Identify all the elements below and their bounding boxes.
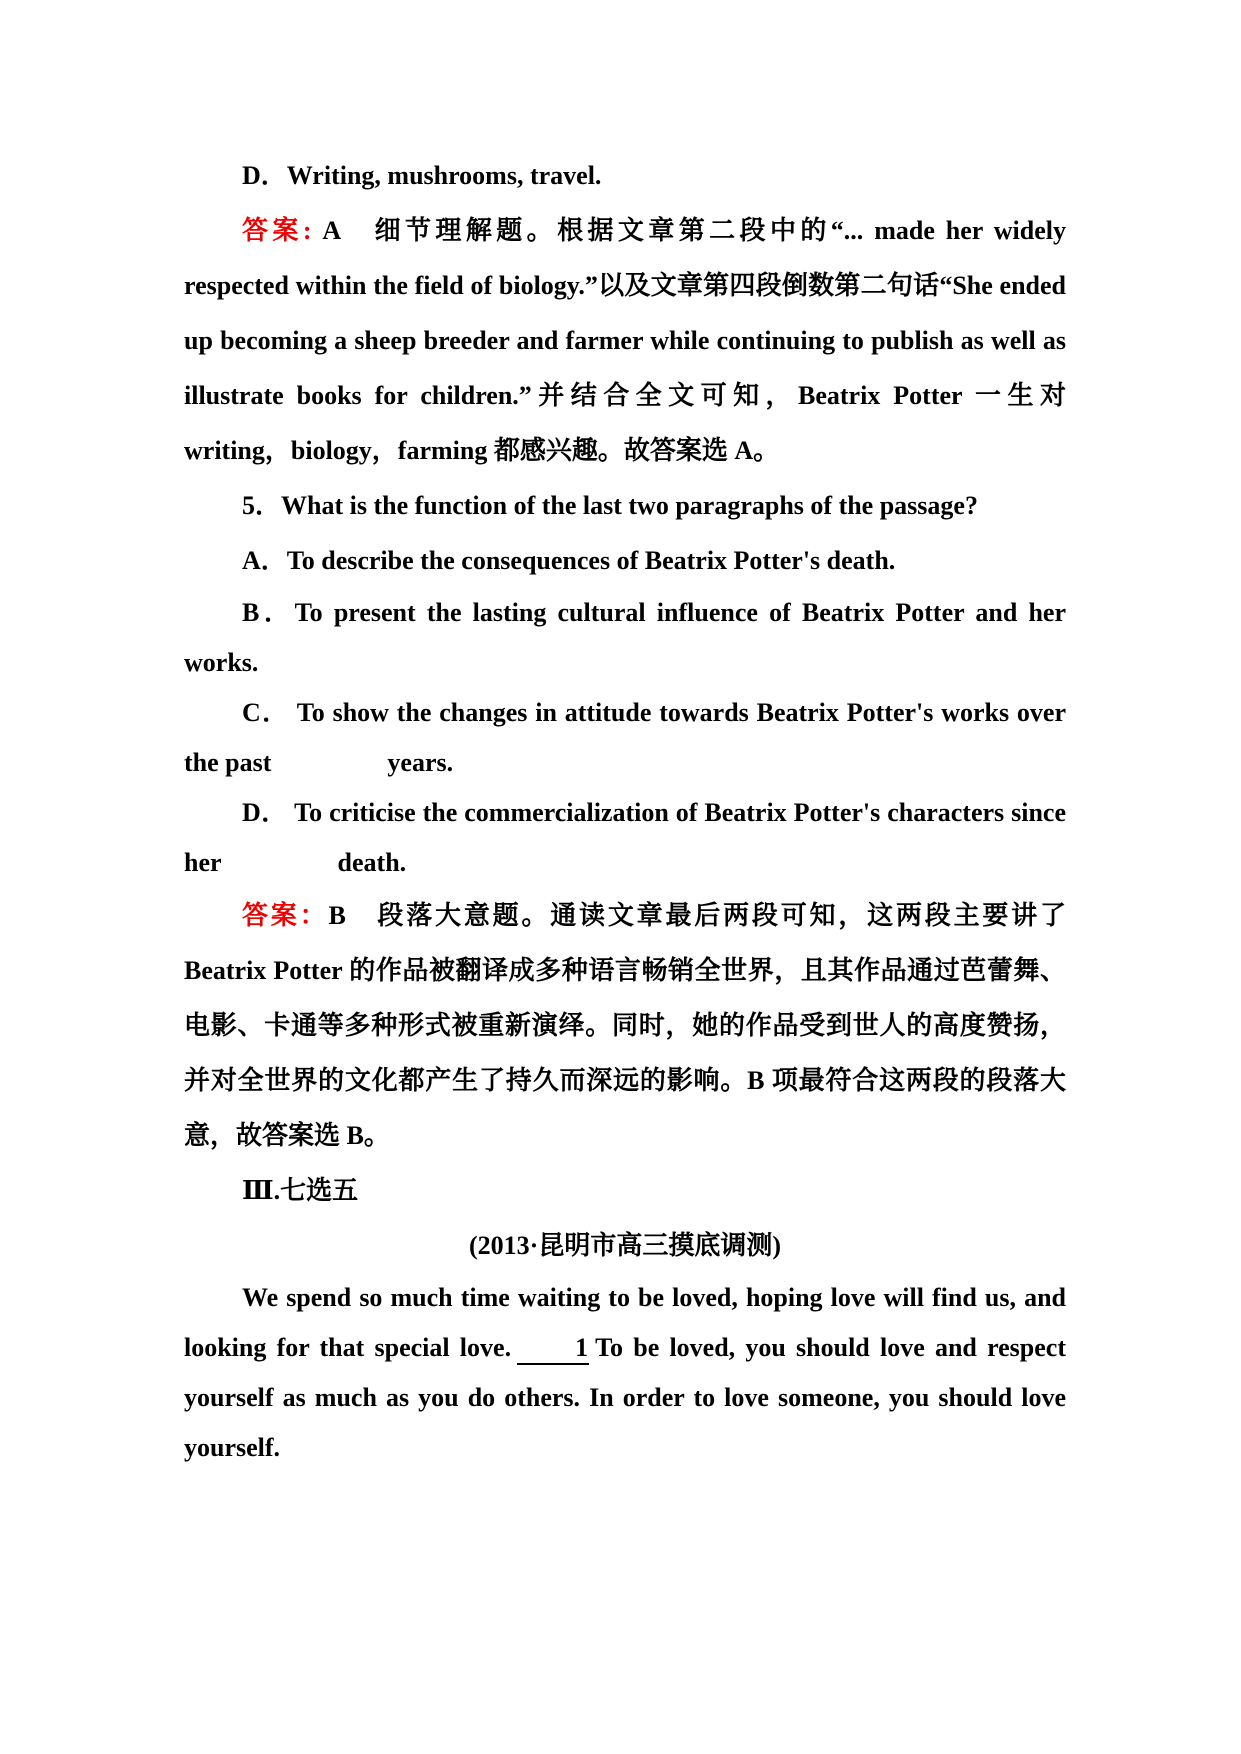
q4-answer [184,203,1066,478]
passage-text-after: To be loved, you should love and respect yourself as much as you do others. In order to love someone, you should love yourself. [184,1333,1066,1462]
q5-answer [184,888,1066,1163]
q5-option-a: A．To describe the consequences of Beatrix Potter's death. [242,546,896,575]
document-body [184,148,1066,1473]
passage-text-before: We spend so much time waiting to be loved, hoping love will find us, and looking for that special love. [184,1283,1066,1362]
answer-label: 答案： [242,901,329,930]
q5-option-c [184,688,1066,788]
section-source: (2013·昆明市高三摸底调测) [469,1231,781,1260]
section-heading: Ⅲ.七选五 [242,1176,359,1205]
q5-option-d [184,788,1066,888]
blank-1: 1 [517,1333,589,1365]
q5-option-b: B．To present the lasting cultural influence of Beatrix Potter and her works. [184,598,1066,677]
passage-paragraph [184,1273,1066,1473]
q5-option-c-tail: years. [387,748,454,777]
q4-option-d: D．Writing, mushrooms, travel. [242,161,602,190]
answer-label: 答案: [242,216,312,245]
q4-answer-explanation: A 细节理解题。根据文章第二段中的“... made her widely respected within the field of biology.”以及文章第四段倒数第二句话“She ended up becoming a sheep breeder and farmer while continuing to publish as well as illustrate books for children.”并结合全文可知，Beatrix Potter 一生对 writing，biology，farming 都感兴趣。故答案选 A。 [184,216,1066,465]
q5-answer-explanation: B 段落大意题。通读文章最后两段可知，这两段主要讲了 Beatrix Potter 的作品被翻译成多种语言畅销全世界，且其作品通过芭蕾舞、电影、卡通等多种形式被重新演绎。同时，她的作品受到世人的高度赞扬，并对全世界的文化都产生了持久而深远的影响。B 项最符合这两段的段落大意，故答案选 B。 [184,901,1066,1150]
q5-option-c-text: C． To show the changes in attitude towards Beatrix Potter's works over the past [184,698,1066,777]
q5-option-d-tail: death. [337,848,407,877]
q5-option-d-text: D． To criticise the commercialization of Beatrix Potter's characters since her [184,798,1066,877]
q5-stem: 5．What is the function of the last two paragraphs of the passage? [242,491,978,520]
